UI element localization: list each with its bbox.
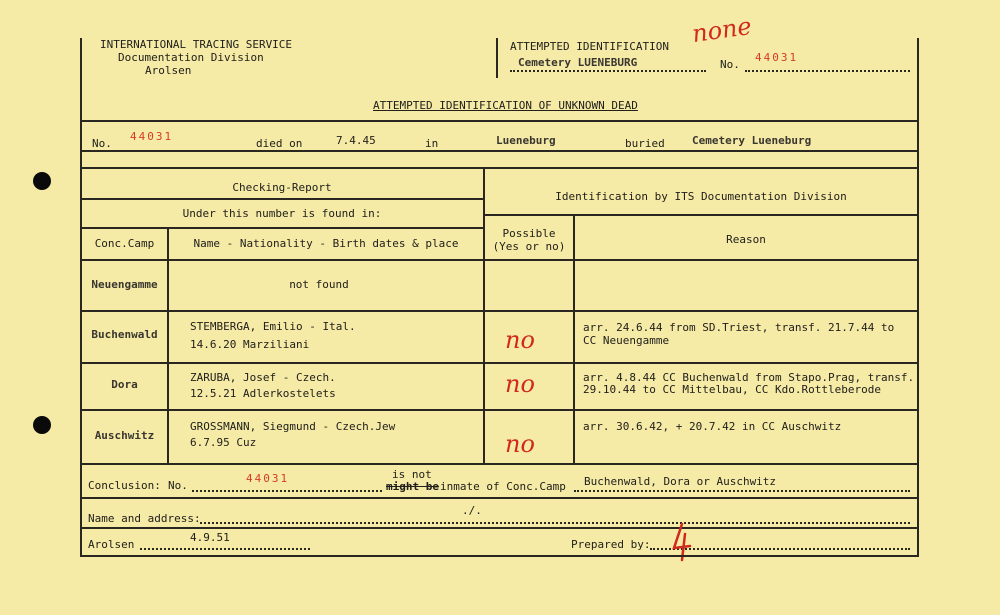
- org-city: Arolsen: [145, 64, 192, 77]
- conclusion-struck: might be: [386, 480, 439, 493]
- table-row-reason-2: 29.10.44 to CC Mittelbau, CC Kdo.Rottleberode: [583, 383, 882, 396]
- table-row-birth: 12.5.21 Adlerkostelets: [190, 387, 336, 400]
- table-row-reason: arr. 30.6.42, + 20.7.42 in CC Auschwitz: [583, 420, 842, 433]
- table-row-possible: no: [505, 370, 535, 398]
- footer-date: 4.9.51: [190, 531, 230, 544]
- table-row-camp: Buchenwald: [91, 328, 158, 341]
- footer-place: Arolsen: [88, 538, 135, 551]
- handwritten-note: none: [690, 11, 754, 49]
- table-row-reason: arr. 4.8.44 CC Buchenwald from Stapo.Prag, transf.: [583, 371, 915, 384]
- table-row-birth: 14.6.20 Marziliani: [190, 338, 310, 351]
- col-possible-header-2: (Yes or no): [492, 240, 566, 253]
- record-no-value: 44031: [130, 130, 174, 143]
- box-no-value: 44031: [755, 51, 799, 64]
- table-row-camp: Neuengamme: [91, 278, 158, 291]
- conclusion-no-label: No.: [168, 479, 188, 492]
- conclusion-camps: Buchenwald, Dora or Auschwitz: [584, 475, 777, 488]
- punch-hole-top: [33, 172, 51, 190]
- table-row-name: not found: [289, 278, 349, 291]
- table-row-reason: arr. 24.6.44 from SD.Triest, transf. 21.7.44 to: [583, 321, 895, 334]
- conclusion-no-value: 44031: [246, 472, 290, 485]
- name-address-label: Name and address:: [88, 512, 201, 525]
- died-value: 7.4.45: [336, 134, 376, 147]
- punch-hole-bottom: [33, 416, 51, 434]
- col-camp-header: Conc.Camp: [94, 237, 155, 250]
- prepared-by-label: Prepared by:: [571, 538, 651, 551]
- buried-label: buried: [625, 137, 665, 150]
- table-row-birth: 6.7.95 Cuz: [190, 436, 257, 449]
- table-row-reason-2: CC Neuengamme: [583, 334, 670, 347]
- checking-report-subtitle: Under this number is found in:: [182, 207, 382, 220]
- place-value: Lueneburg: [496, 134, 556, 147]
- checking-report-title: Checking-Report: [232, 181, 332, 194]
- col-name-header: Name - Nationality - Birth dates & place: [193, 237, 459, 250]
- table-row-name: STEMBERGA, Emilio - Ital.: [190, 320, 356, 333]
- conclusion-inmate-text: inmate of Conc.Camp: [440, 480, 566, 493]
- table-row-possible: no: [505, 326, 535, 354]
- table-row-name: ZARUBA, Josef - Czech.: [190, 371, 336, 384]
- its-identification-title: Identification by ITS Documentation Division: [555, 190, 847, 203]
- org-name: INTERNATIONAL TRACING SERVICE: [100, 38, 293, 51]
- table-row-camp: Dora: [111, 378, 138, 391]
- table-row-possible: no: [505, 430, 535, 458]
- col-reason-header: Reason: [726, 233, 766, 246]
- col-possible-header-1: Possible: [502, 227, 556, 240]
- box-title: ATTEMPTED IDENTIFICATION: [510, 40, 669, 53]
- name-address-value: ./.: [462, 504, 482, 517]
- table-row-camp: Auschwitz: [94, 429, 155, 442]
- box-no-label: No.: [720, 58, 740, 71]
- in-label: in: [425, 137, 439, 150]
- box-cemetery: Cemetery LUENEBURG: [518, 56, 638, 69]
- conclusion-label: Conclusion:: [88, 479, 161, 492]
- table-row-name: GROSSMANN, Siegmund - Czech.Jew: [190, 420, 396, 433]
- conclusion-is-not: is not: [392, 468, 432, 481]
- died-label: died on: [256, 137, 303, 150]
- buried-value: Cemetery Lueneburg: [692, 134, 812, 147]
- org-division: Documentation Division: [118, 51, 264, 64]
- form-title: ATTEMPTED IDENTIFICATION OF UNKNOWN DEAD: [373, 99, 638, 112]
- record-no-label: No.: [92, 137, 112, 150]
